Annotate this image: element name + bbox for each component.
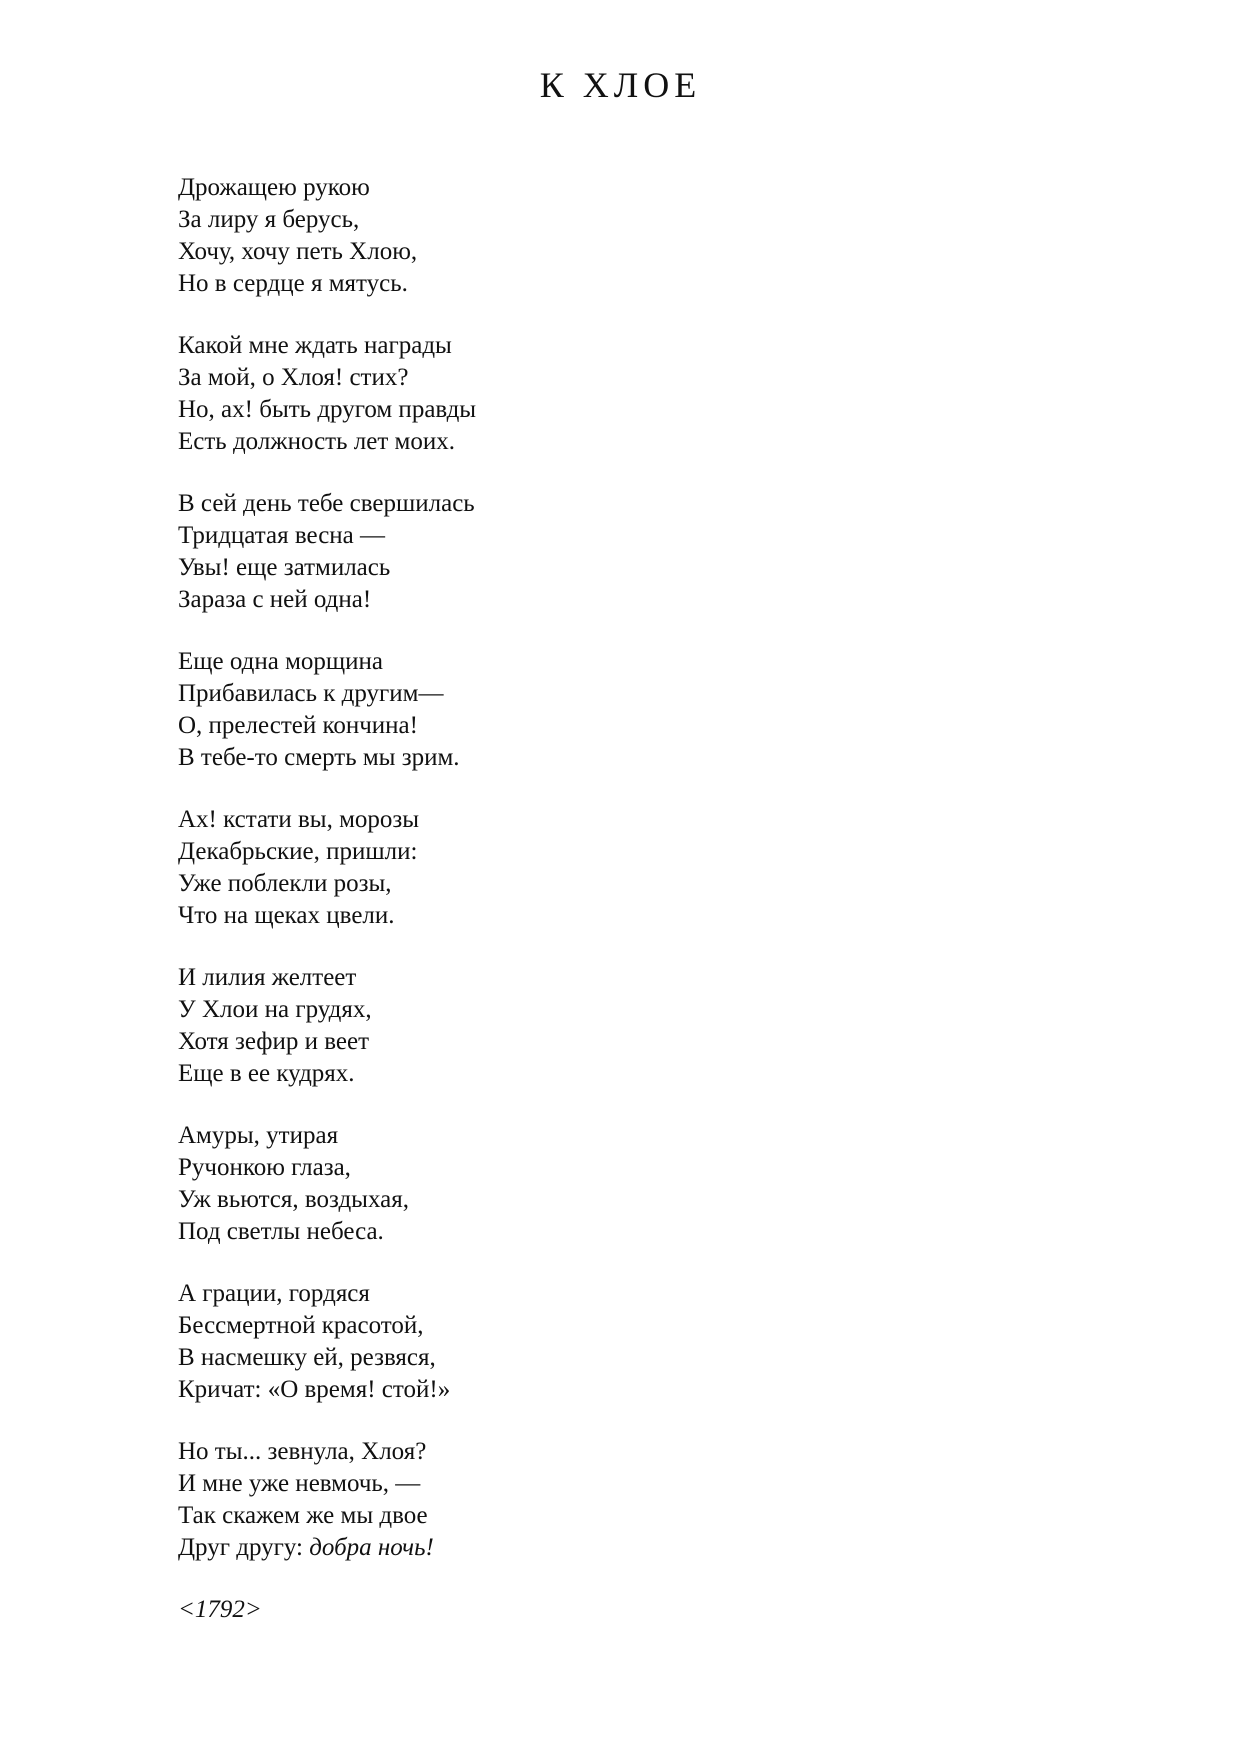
verse-line: Но, ах! быть другом правды bbox=[178, 396, 477, 423]
verse-line: Зараза с ней одна! bbox=[178, 586, 372, 613]
stanza-5 bbox=[178, 804, 1078, 932]
verse-line: Увы! еще затмилась bbox=[178, 554, 391, 581]
stanza-3 bbox=[178, 488, 1078, 616]
verse-line: И мне уже невмочь, — bbox=[178, 1470, 421, 1497]
verse-line: В тебе-то смерть мы зрим. bbox=[178, 744, 460, 771]
verse-line: Но ты... зевнула, Хлоя? bbox=[178, 1438, 427, 1465]
verse-line: Так скажем же мы двое bbox=[178, 1502, 428, 1529]
stanza-9 bbox=[178, 1436, 1078, 1564]
verse-line-final-italic: добра ночь! bbox=[309, 1534, 434, 1561]
verse-line: Что на щеках цвели. bbox=[178, 902, 395, 929]
verse-line: Дрожащею рукою bbox=[178, 174, 370, 201]
poem-date: <1792> bbox=[178, 1596, 262, 1623]
verse-line: Бессмертной красотой, bbox=[178, 1312, 424, 1339]
verse-line: За мой, о Хлоя! стих? bbox=[178, 364, 409, 391]
verse-line: Есть должность лет моих. bbox=[178, 428, 455, 455]
stanza-7 bbox=[178, 1120, 1078, 1248]
verse-line: Хочу, хочу петь Хлою, bbox=[178, 238, 418, 265]
verse-line: Какой мне ждать награды bbox=[178, 332, 452, 359]
verse-line: Ах! кстати вы, морозы bbox=[178, 806, 420, 833]
verse-line: Хотя зефир и веет bbox=[178, 1028, 370, 1055]
poem-body bbox=[178, 172, 1078, 1626]
verse-line: Под светлы небеса. bbox=[178, 1218, 384, 1245]
stanza-4 bbox=[178, 646, 1078, 774]
verse-line: Декабрьские, пришли: bbox=[178, 838, 418, 865]
stanza-1 bbox=[178, 172, 1078, 300]
verse-line: Еще в ее кудрях. bbox=[178, 1060, 355, 1087]
verse-line: В сей день тебе свершилась bbox=[178, 490, 475, 517]
verse-line: Прибавилась к другим— bbox=[178, 680, 444, 707]
verse-line: А грации, гордяся bbox=[178, 1280, 370, 1307]
verse-line: Но в сердце я мятусь. bbox=[178, 270, 408, 297]
verse-line: Еще одна морщина bbox=[178, 648, 384, 675]
verse-line: Кричат: «О время! стой!» bbox=[178, 1376, 451, 1403]
stanza-6 bbox=[178, 962, 1078, 1090]
verse-line-final bbox=[178, 1532, 1078, 1564]
verse-line: И лилия желтеет bbox=[178, 964, 357, 991]
verse-line-final-plain: Друг другу: bbox=[178, 1534, 310, 1561]
verse-line: У Хлои на грудях, bbox=[178, 996, 372, 1023]
verse-line: О, прелестей кончина! bbox=[178, 712, 418, 739]
stanza-8 bbox=[178, 1278, 1078, 1406]
verse-line: Амуры, утирая bbox=[178, 1122, 339, 1149]
poem-title: К ХЛОЕ bbox=[539, 65, 702, 105]
verse-line: Ручонкою глаза, bbox=[178, 1154, 351, 1181]
verse-line: Уж вьются, воздыхая, bbox=[178, 1186, 409, 1213]
stanza-2 bbox=[178, 330, 1078, 458]
verse-line: Уже поблекли розы, bbox=[178, 870, 392, 897]
verse-line: За лиру я берусь, bbox=[178, 206, 360, 233]
verse-line: Тридцатая весна — bbox=[178, 522, 386, 549]
verse-line: В насмешку ей, резвяся, bbox=[178, 1344, 436, 1371]
